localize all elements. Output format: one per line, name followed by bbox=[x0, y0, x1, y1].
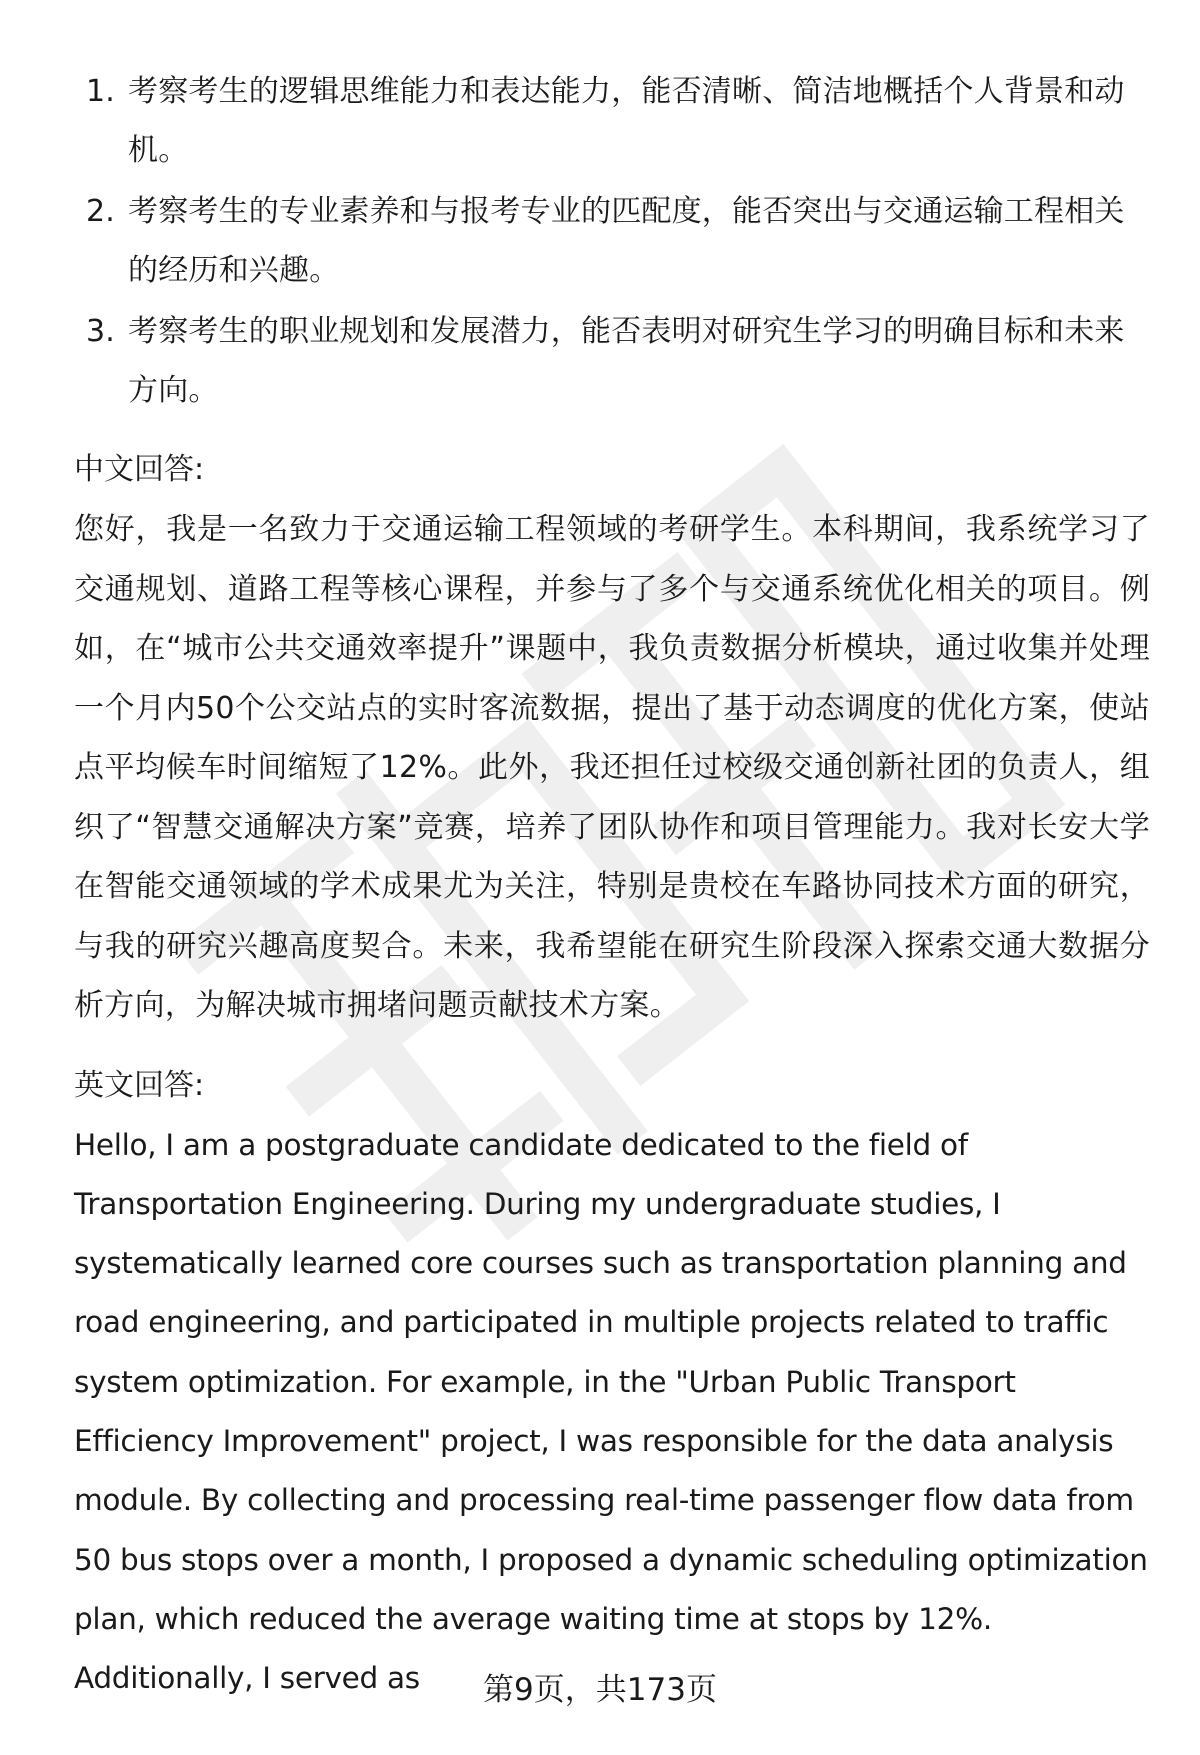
list-item-text: 考察考生的专业素养和与报考专业的匹配度，能否突出与交通运输工程相关的经历和兴趣。 bbox=[128, 194, 1125, 288]
list-item bbox=[74, 182, 1150, 300]
list-number: 1. bbox=[86, 74, 116, 109]
chinese-answer-text: 您好，我是一名致力于交通运输工程领域的考研学生。本科期间，我系统学习了交通规划、道路工程等核心课程，并参与了多个与交通系统优化相关的项目。例如，在“城市公共交通效率提升”课题中，我负责数据分析模块，通过收集并处理一个月内50个公交站点的实时客流数据，提出了基于动态调度的优化方案，使站点平均候车时间缩短了12%。此外，我还担任过校级交通创新社团的负责人，组织了“智慧交通解决方案”竞赛，培养了团队协作和项目管理能力。我对长安大学在智能交通领域的学术成果尤为关注，特别是贵校在车路协同技术方面的研究，与我的研究兴趣高度契合。未来，我希望能在研究生阶段深入探索交通大数据分析方向，为解决城市拥堵问题贡献技术方案。 bbox=[74, 512, 1150, 1023]
list-item-text: 考察考生的逻辑思维能力和表达能力，能否清晰、简洁地概括个人背景和动机。 bbox=[128, 74, 1125, 168]
list-number: 3. bbox=[86, 314, 116, 349]
criteria-list bbox=[74, 62, 1150, 420]
english-answer-label: 英文回答: bbox=[74, 1067, 205, 1103]
chinese-answer-label: 中文回答: bbox=[74, 452, 205, 487]
list-item bbox=[74, 62, 1150, 180]
list-number: 2. bbox=[86, 194, 116, 229]
list-item-text: 考察考生的职业规划和发展潜力，能否表明对研究生学习的明确目标和未来方向。 bbox=[128, 314, 1125, 408]
page-content bbox=[74, 62, 1150, 1708]
english-answer-text: Hello, I am a postgraduate candidate dedicated to the field of Transportation Engineering. During my undergraduate studies, I systematically learned core courses such as transportation planning and road engineering, and participated in multiple projects related to traffic system optimization. For example, in the "Urban Public Transport Efficiency Improvement" project, I was responsible for the data analysis module. By collecting and processing real-time passenger flow data from 50 bus stops over a month, I proposed a dynamic scheduling optimization plan, which reduced the average waiting time at stops by 12%. Additionally, I served as bbox=[74, 1127, 1148, 1696]
list-item bbox=[74, 302, 1150, 420]
page-footer: 第9页，共173页 bbox=[483, 1672, 717, 1708]
